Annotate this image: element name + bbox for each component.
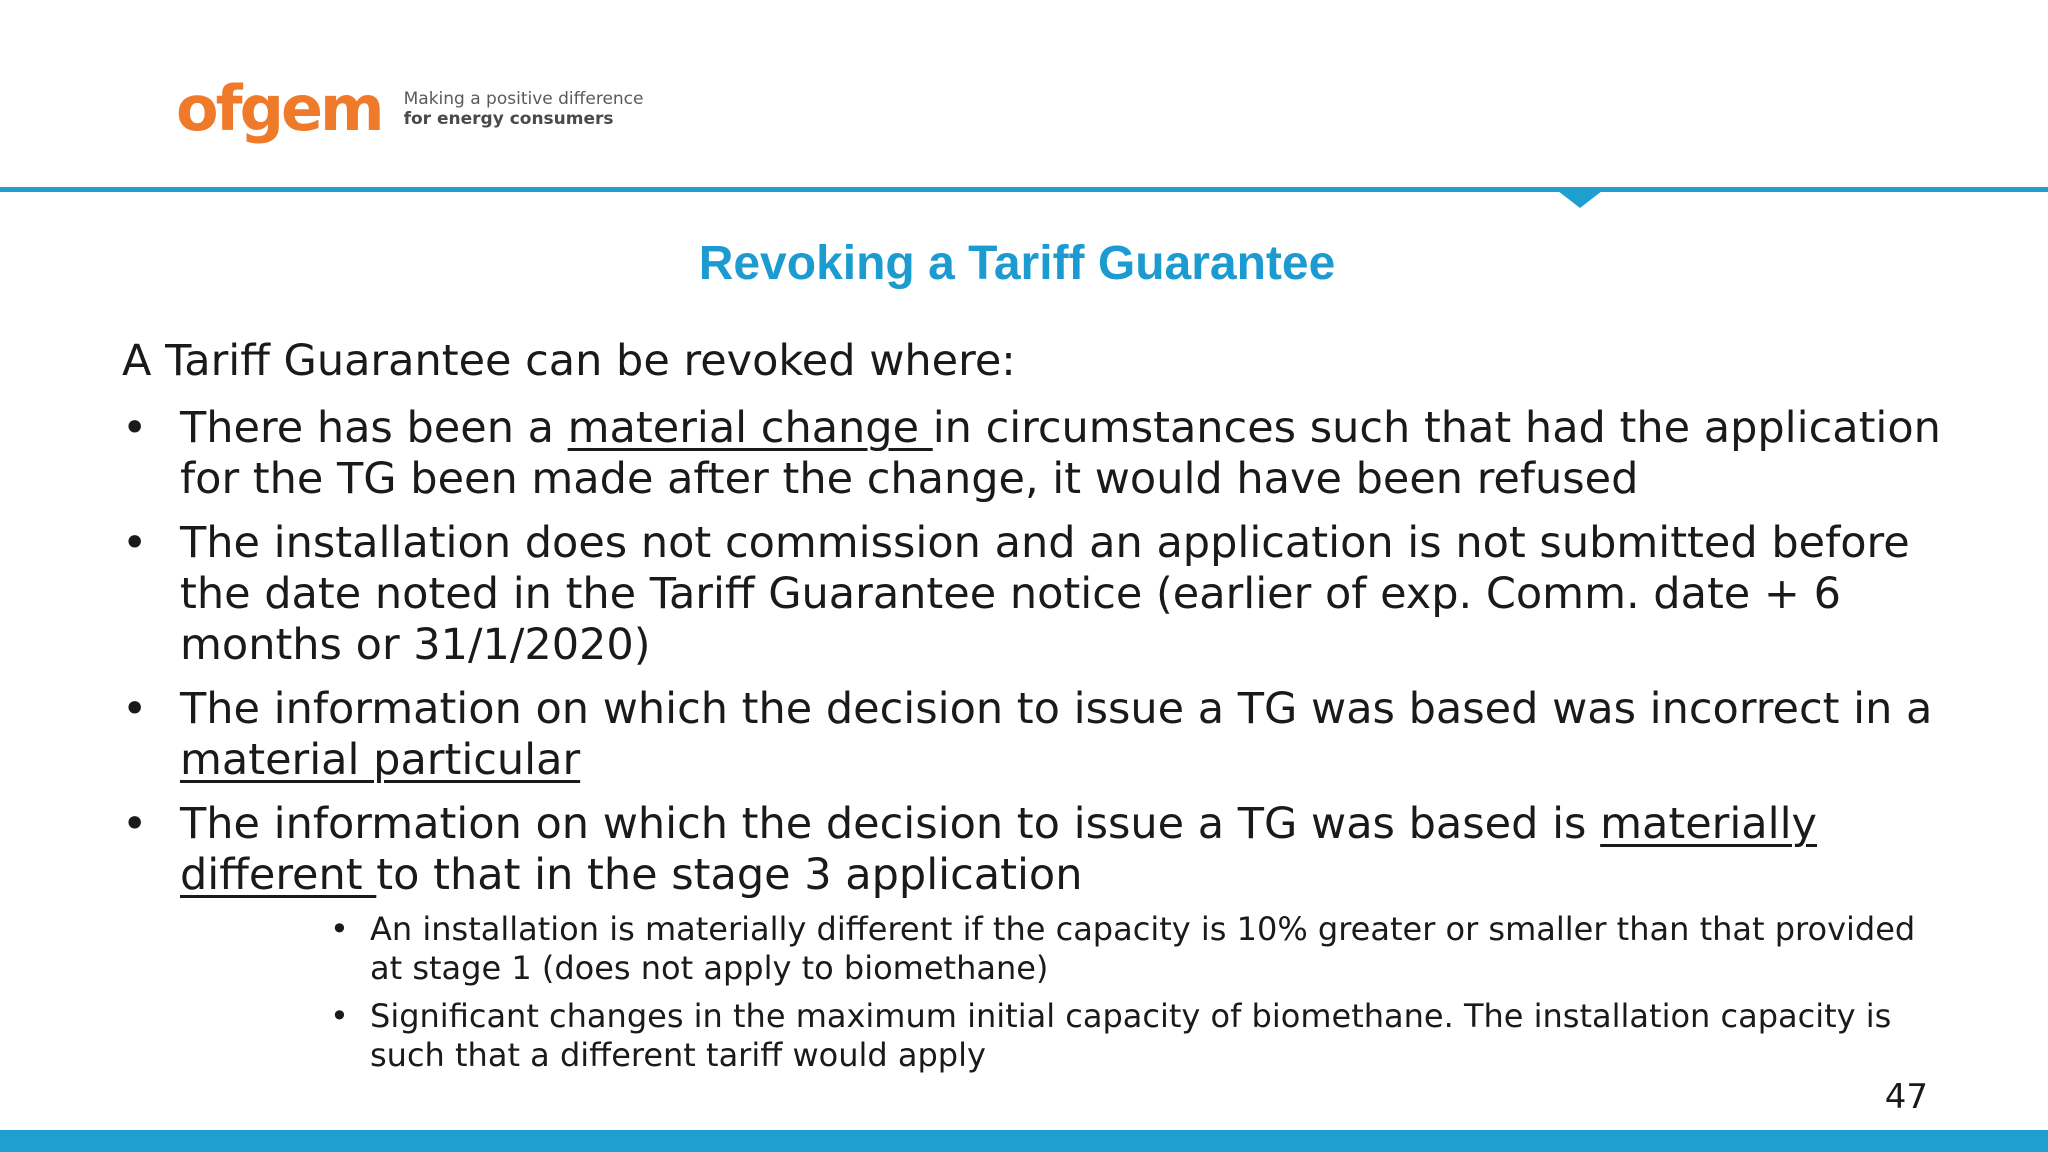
bullet-dot-icon: •: [122, 799, 148, 849]
slide-title: Revoking a Tariff Guarantee: [698, 237, 1336, 290]
bullet-2-text: The installation does not commission and an application is not submitted before the date noted in the Tariff Guarantee notice (earlier of exp. Comm. date + 6 months or 31/1/2020): [180, 518, 1910, 670]
header-divider: [0, 187, 2048, 192]
tagline-line-1: Making a positive difference: [403, 89, 644, 109]
bullet-3-underlined: material particular: [180, 735, 581, 785]
divider-notch-icon: [1558, 191, 1602, 208]
page-number: 47: [1884, 1077, 1928, 1117]
bullet-dot-icon: •: [122, 684, 148, 734]
tagline-line-2: for energy consumers: [403, 109, 614, 129]
bullet-list: [122, 403, 1952, 1075]
sub-bullet-1-text: An installation is materially different if the capacity is 10% greater or smaller than that provided at stage 1 (does not apply to biomethane): [370, 910, 1916, 987]
logo-wordmark: ofgem: [176, 72, 382, 145]
bullet-1-text: There has been a: [180, 403, 568, 453]
bullet-4-underlined: materially different: [180, 799, 1817, 900]
intro-text: A Tariff Guarantee can be revoked where:: [122, 336, 1016, 386]
bullet-1-text-end: in circumstances such that had the application for the TG been made after the change, it would have been refused: [180, 403, 1941, 504]
sub-bullet-2-text: Significant changes in the maximum initial capacity of biomethane. The installation capacity is such that a different tariff would apply: [370, 997, 1892, 1074]
bullet-1-underlined: material change: [567, 403, 933, 453]
bullet-4-text-end: to that in the stage 3 application: [376, 850, 1083, 900]
bullet-dot-icon: •: [122, 518, 148, 568]
bullet-item-2: [122, 518, 1952, 671]
ofgem-logo: [176, 72, 644, 145]
bullet-4-text: The information on which the decision to issue a TG was based is: [180, 799, 1601, 849]
bullet-item-3: [122, 684, 1952, 786]
bullet-item-4: [122, 799, 1952, 1075]
sub-bullet-dot-icon: •: [330, 910, 349, 948]
bullet-dot-icon: •: [122, 403, 148, 453]
bullet-item-1: [122, 403, 1952, 505]
footer-bar: [0, 1130, 2048, 1152]
sub-bullet-item-1: [330, 910, 1952, 988]
slide-body: [122, 332, 1952, 1075]
sub-bullet-item-2: [330, 997, 1952, 1075]
sub-bullet-list: [180, 910, 1952, 1075]
sub-bullet-dot-icon: •: [330, 997, 349, 1035]
logo-tagline: [404, 89, 644, 129]
bullet-3-text: The information on which the decision to issue a TG was based was incorrect in a: [180, 684, 1933, 734]
